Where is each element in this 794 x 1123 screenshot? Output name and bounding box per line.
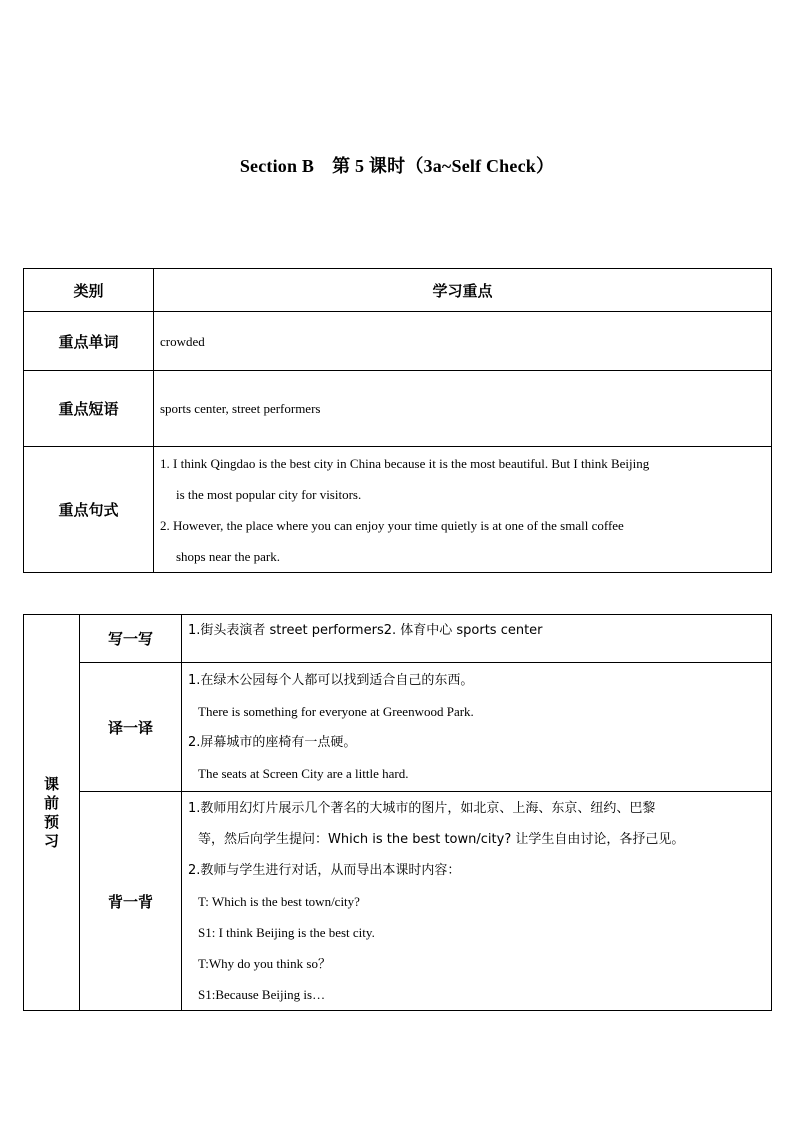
- preview-table: [23, 614, 772, 1011]
- content-cell: [154, 312, 772, 371]
- content-line: 1.街头表演者 street performers2. 体育中心 sports center: [188, 623, 543, 638]
- title-lesson: 第 5 课时（3a~Self Check）: [332, 156, 555, 176]
- content-line: crowded: [160, 333, 205, 349]
- section-label: 背一背: [80, 792, 182, 1011]
- side-label: 课 前 预 习: [24, 615, 80, 1011]
- focus-table: [23, 268, 772, 573]
- content-line: 1. I think Qingdao is the best city in China because it is the most beautiful. But I think Beijing: [160, 455, 650, 471]
- content-line: 2.教师与学生进行对话，从而导出本课时内容：: [188, 862, 461, 878]
- content-line: shops near the park.: [176, 548, 280, 564]
- header-category: 类别: [24, 269, 154, 312]
- content-line: 等，然后向学生提问：Which is the best town/city? 让学生自由讨论，各抒己见。: [198, 831, 685, 847]
- table-row: [24, 792, 772, 1011]
- content-line: S1: I think Beijing is the best city.: [198, 924, 375, 940]
- content-line: 1.教师用幻灯片展示几个著名的大城市的图片，如北京、上海、东京、纽约、巴黎: [188, 800, 656, 816]
- section-label: 译一译: [80, 663, 182, 792]
- page-title: [0, 152, 794, 178]
- table-row: [24, 447, 772, 573]
- content-line: T: Which is the best town/city?: [198, 893, 360, 909]
- header-focus: 学习重点: [154, 269, 772, 312]
- table-row: [24, 371, 772, 447]
- content-line: 2.屏幕城市的座椅有一点硬。: [188, 735, 357, 750]
- content-line: sports center, street performers: [160, 401, 321, 416]
- section-content: [182, 663, 772, 792]
- section-content: [182, 615, 772, 663]
- section-label: 写一写: [80, 615, 182, 663]
- content-line: is the most popular city for visitors.: [176, 486, 362, 502]
- content-line: There is something for everyone at Greenwood Park.: [198, 704, 474, 719]
- content-line: S1:Because Beijing is…: [198, 986, 326, 1002]
- content-cell: [154, 371, 772, 447]
- table-row: [24, 615, 772, 663]
- title-section: Section B: [239, 156, 315, 176]
- category-cell: 重点短语: [24, 371, 154, 447]
- category-cell: 重点单词: [24, 312, 154, 371]
- content-line: T:Why do you think so？: [198, 955, 331, 971]
- focus-table-header: [24, 269, 772, 312]
- content-line: 1.在绿木公园每个人都可以找到适合自己的东西。: [188, 673, 474, 688]
- content-line: The seats at Screen City are a little hard.: [198, 766, 409, 781]
- category-cell: 重点句式: [24, 447, 154, 573]
- content-line: 2. However, the place where you can enjoy your time quietly is at one of the small coffee: [160, 517, 624, 533]
- table-row: [24, 312, 772, 371]
- section-content: [182, 792, 772, 1011]
- content-cell: [154, 447, 772, 573]
- table-row: [24, 663, 772, 792]
